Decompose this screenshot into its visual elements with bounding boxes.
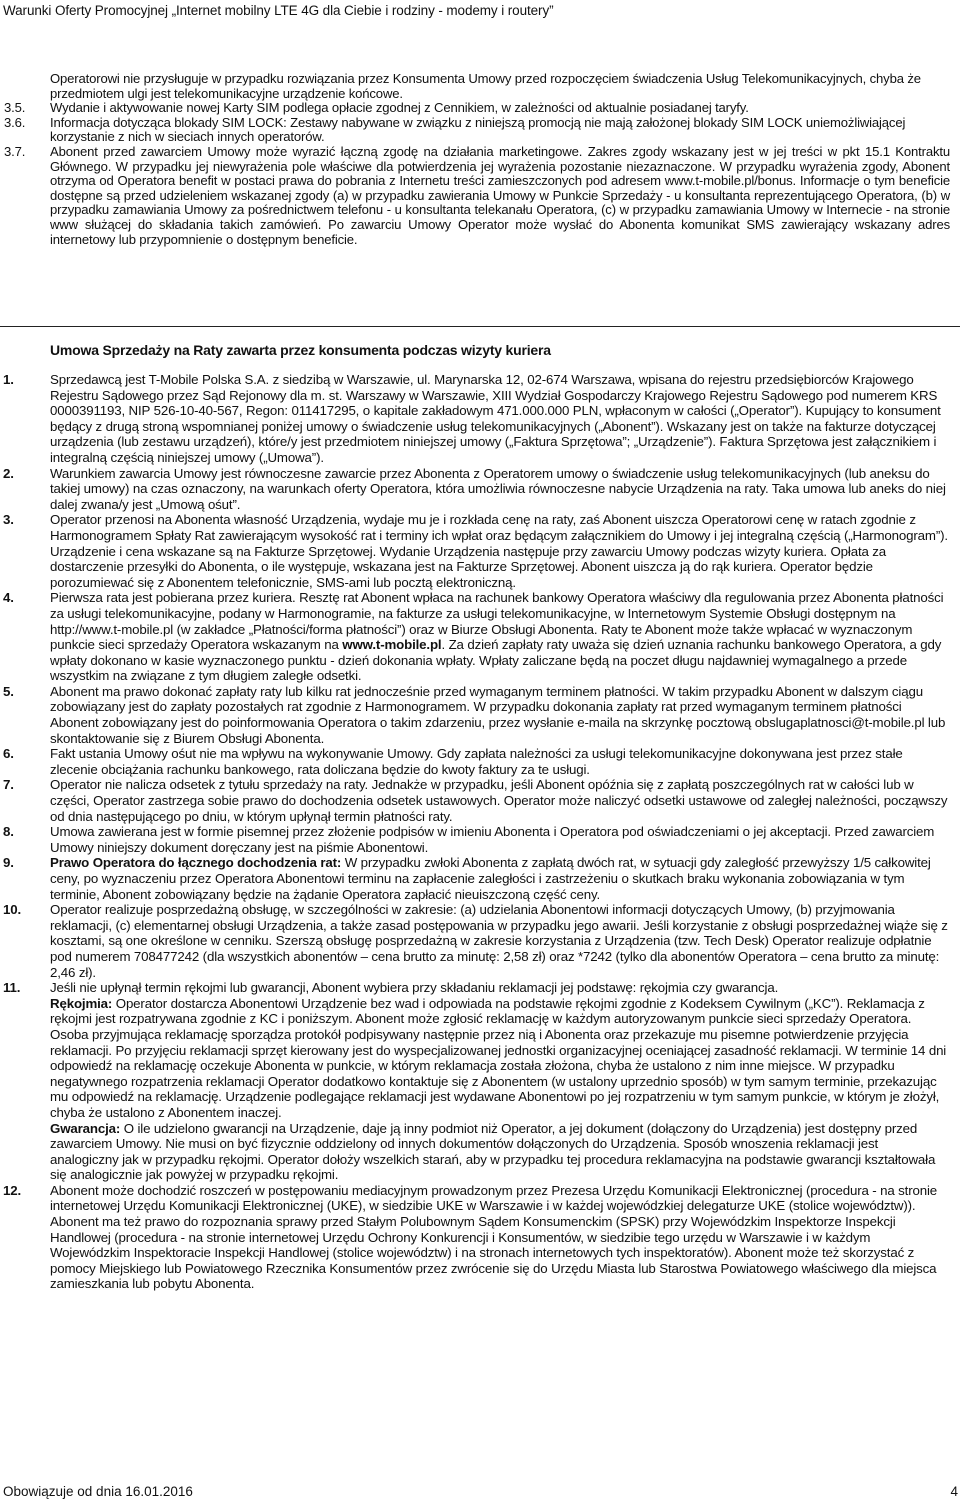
term-lead-in: Rękojmia: — [50, 995, 113, 1011]
document-footer — [3, 1483, 958, 1501]
term-number: 5. — [3, 683, 14, 699]
paragraph-3-6 — [0, 116, 960, 145]
term-item-2 — [0, 466, 960, 513]
term-number: 8. — [3, 824, 14, 840]
installment-agreement-terms — [0, 372, 960, 1292]
term-lead-in: Prawo Operatora do łącznego dochodzenia rat: — [50, 855, 342, 871]
term-text — [50, 824, 948, 855]
term-paragraph: Operator realizuje posprzedażną obsługę, w szczególności w zakresie: (a) udzielania Abonentowi informacji dotyczących Umowy, (b) przyjmowania reklamacji, (c) elementarnej obsługi Urządzenia, a także zasad postępowania w przypadku jego awarii. Jeśli korzystanie z obsługi posprzedażnej wiąże się z kosztami, są one określone w cenniku. Szerszą obsługę posprzedażną w zakresie korzystania z Urządzenia (tzw. Tech Desk) Operator realizuje odpłatnie pod numerem 708477242 (dla wszystkich abonentów – cena brutto za minutę: 2,58 zł) oraz *7242 (tylko dla abonentów Operatora – cena brutto za minutę: 2,46 zł). — [50, 902, 948, 980]
term-text — [50, 855, 948, 902]
term-paragraph: Warunkiem zawarcia Umowy jest równoczesne zawarcie przez Abonenta z Operatorem umowy o świadczenie usług telekomunikacyjnych (lub aneksu do takiej umowy) na czas oznaczony, na warunkach oferty Operatora, która umożliwia równoczesne nabycie Urządzenia na raty. Taka umowa lub aneks do niej dalej zwana/y jest „Umową ośut”. — [50, 465, 946, 512]
term-item-8 — [0, 824, 960, 855]
term-paragraph — [50, 855, 948, 902]
term-paragraph — [50, 590, 948, 684]
paragraph-text: Informacja dotycząca blokady SIM LOCK: Zestawy nabywane w związku z niniejszą promocją nie mają założonej blokady SIM LOCK uniemożliwiającej korzystanie z nich w sieciach innych operatorów. — [50, 114, 906, 145]
term-text — [50, 746, 948, 777]
term-paragraph: Jeśli nie upłynął termin rękojmi lub gwarancji, Abonent wybiera przy składaniu reklamacji jej podstawę: rękojmia czy gwarancja. — [50, 980, 779, 996]
term-item-6 — [0, 746, 960, 777]
term-text — [50, 684, 948, 746]
term-number: 6. — [3, 746, 14, 762]
effective-date: Obowiązuje od dnia 16.01.2016 — [3, 1484, 193, 1499]
term-item-11 — [0, 980, 960, 1183]
term-paragraph: Fakt ustania Umowy ośut nie ma wpływu na wykonywanie Umowy. Gdy zapłata należności za usługi telekomunikacyjne dokonywana jest przez stałe zlecenie obciążania rachunku bankowego, rata doliczana będzie do kwoty faktury za te usługi. — [50, 746, 903, 777]
term-item-1 — [0, 372, 960, 466]
horizontal-divider — [0, 326, 960, 327]
term-item-4 — [0, 590, 960, 684]
warranty-gwarancja-paragraph — [50, 1121, 948, 1183]
term-number: 4. — [3, 590, 14, 606]
term-paragraph: Abonent ma prawo dokonać zapłaty raty lub kilku rat jednocześnie przed wymaganym terminem płatności. W takim przypadku Abonent w dalszym ciągu zobowiązany jest do zapłaty pozostałych rat zgodnie z Harmonogramem. W przypadku dokonania zapłaty rat przed wymaganym terminem płatności Abonent zobowiązany jest do poinformowania Operatora o takim zdarzeniu, przez wysłanie e-maila na skrzynkę pocztową obslugaplatnosci@t-mobile.pl lub skontaktowanie się z Biurem Obsługi Abonenta. — [50, 683, 946, 746]
term-item-7 — [0, 777, 960, 824]
term-paragraph-text: O ile udzielono gwarancji na Urządzenie, daje ją inny podmiot niż Operator, a jej dokument (dołączony do Urządzenia) jest dostępny przed zawarciem Umowy. Nie musi on być fizycznie oddzielony od innych dokumentów dołączonych do Urządzenia. Sposób wnoszenia reklamacji jest analogiczny jak w przypadku rękojmi. Operator dołoży wszelkich starań, aby w przypadku tej procedura reklamacyjna na podstawie gwarancji kształtowała się analogicznie jak powyżej w przypadku rękojmi. — [50, 1120, 936, 1183]
term-number: 3. — [3, 512, 14, 528]
document-title: Warunki Oferty Promocyjnej „Internet mobilny LTE 4G dla Ciebie i rodziny - modemy i routery” — [3, 3, 554, 18]
term-number: 1. — [3, 372, 14, 387]
term-item-5 — [0, 684, 960, 746]
website-link-text: www.t-mobile.pl — [342, 637, 442, 653]
term-text — [50, 902, 948, 980]
paragraph-3-7 — [0, 145, 960, 247]
term-number: 2. — [3, 465, 14, 481]
term-item-3 — [0, 512, 960, 590]
paragraph-text: Operatorowi nie przysługuje w przypadku rozwiązania przez Konsumenta Umowy przed rozpoczęciem świadczenia Usług Telekomunikacyjnych, chyba że przedmiotem ulgi jest telekomunikacyjne urządzenie końcowe. — [50, 71, 921, 101]
term-lead-in: Gwarancja: — [50, 1120, 121, 1136]
paragraph-number: 3.5. — [4, 100, 26, 116]
paragraph-number: 3.6. — [4, 114, 26, 130]
term-item-12 — [0, 1183, 960, 1292]
term-paragraph-text: Operator dostarcza Abonentowi Urządzenie bez wad i odpowiada na podstawie rękojmi zgodnie z Kodeksem Cywilnym („KC”). Reklamacja z rękojmi jest rozpatrywana zgodnie z KC i poniższym. Abonent może zgłosić reklamację w każdym autoryzowanym punkcie sieci sprzedaży Operatora. Osoba przyjmująca reklamację sporządza protokół podpisywany następnie przez nią i Abonenta oraz przekazuje mu pisemne potwierdzenie przyjęcia reklamacji. Po przyjęciu reklamacji sprzęt kierowany jest do wyspecjalizowanej jednostki organizacyjnej oceniającej zasadność reklamacji. W terminie 14 dni odpowiedź na reklamację oczekuje Abonenta w punkcie, w którym reklamacja została złożona, chyba że ustalono z nim inne miejsce. W przypadku negatywnego rozpatrzenia reklamacji Operator dodatkowo kontaktuje się z Abonentem (w ustalony uprzednio sposób) w tym samym terminie, przekazując mu odpowiedź na reklamację. Urządzenie podlegające reklamacji jest wydawane Abonentowi po jej rozpatrzeniu w tym samym punkcie, w którym je złożył, chyba że ustalono z Abonentem inaczej. — [50, 995, 947, 1120]
paragraph-text: Wydanie i aktywowanie nowej Karty SIM podlega opłacie zgodnej z Cennikiem, w zależności od aktualnie posiadanej taryfy. — [50, 100, 749, 116]
paragraph-text: Abonent przed zawarciem Umowy może wyrazić łączną zgodę na działania marketingowe. Zakres zgody wskazany jest w jej treści w pkt 15.1 Kontraktu Głównego. W przypadku jej niewyrażenia pole właściwe dla potwierdzenia jej wyrażenia pozostanie niezaznaczone. W przypadku wyrażenia zgody, Abonent otrzyma od Operatora benefit w postaci prawa do pobrania z Internetu treści zamieszczonych pod adresem www.t-mobile.pl/bonus. Informacje o tym beneficie dostępne są przed udzieleniem wskazanej zgody (a) w przypadku zawierania Umowy w Punkcie Sprzedaży - u konsultanta reprezentującego Operatora, (b) w przypadku zamawiania Umowy za pośrednictwem telefonu - u konsultanta telekanału Operatora, (c) w przypadku zamawiania Umowy w Internecie - na stronie www służącej do składania takich zamówień. Po zawarciu Umowy Operator może wysłać do Abonenta komunikat SMS zawierający wskazany adres internetowy lub przypomnienie o dostępnym beneficie. — [50, 143, 950, 247]
term-text — [50, 466, 948, 513]
term-number: 11. — [3, 980, 21, 996]
term-text — [50, 777, 948, 824]
term-paragraph-text: W przypadku zwłoki Abonenta z zapłatą dwóch rat, w sytuacji gdy zaległość przewyższy 1/5 całkowitej ceny, po wyznaczeniu przez Operatora Abonentowi terminu na zapłacenie zaległości i zastrzeżeniu o skutkach braku wykonania zobowiązania w tym terminie, Abonent zobowiązany będzie na żądanie Operatora zapłacić nieuiszczoną część ceny. — [50, 855, 931, 902]
warranty-rekojmia-paragraph — [50, 996, 948, 1121]
term-number: 10. — [3, 902, 22, 918]
page-number: 4 — [950, 1484, 958, 1499]
term-text — [50, 590, 948, 684]
term-paragraph-text-after: . Za dzień zapłaty raty uważa się dzień uznania rachunku bankowego Operatora, a gdy wpłaty dokonano w kasie wyznaczonego punktu - dzień dokonania wpłaty. Wpłaty zaliczane będą na poczet długu najdawniej wymagalnego a przede wszystkim na związane z tym długiem zaległe odsetki. — [50, 637, 942, 684]
term-text — [50, 980, 948, 1183]
term-paragraph: Operator przenosi na Abonenta własność Urządzenia, wydaje mu je i rozkłada cenę na raty, zaś Abonent uiszcza Operatorowi cenę w ratach zgodnie z Harmonogramem Spłaty Rat zawierającym wysokość rat i terminy ich wpłat oraz będącym załącznikiem do Umowy i jej integralną częścią („Harmonogram”). Urządzenie i cena wskazane są na Fakturze Sprzętowej. Wydanie Urządzenia następuje przy zawarciu Umowy podczas wizyty kuriera. Opłata za dostarczenie przesyłki do Abonenta, o ile występuje, wskazana jest na Fakturze Sprzętowej. Abonent uiszcza ją do rąk kuriera. Operator będzie porozumiewać się z Abonentem telefonicznie, SMS-ami lub pocztą elektroniczną. — [50, 512, 948, 590]
section-heading: Umowa Sprzedaży na Raty zawarta przez konsumenta podczas wizyty kuriera — [50, 342, 551, 358]
term-paragraph: Operator nie nalicza odsetek z tytułu sprzedaży na raty. Jednakże w przypadku, jeśli Abonent opóźnia się z zapłatą poszczególnych rat w całości lub w części, Operator zastrzega sobie prawo do dochodzenia odsetek ustawowych. Operator może naliczyć odsetki ustawowe od zaległej należności, począwszy od dnia następującego po dniu, w którym upłynął termin płatności raty. — [50, 777, 948, 824]
term-item-9 — [0, 855, 960, 902]
paragraph-3-4-continuation — [0, 72, 960, 101]
term-item-10 — [0, 902, 960, 980]
term-number: 12. — [3, 1182, 22, 1198]
term-paragraph-text: Pierwsza rata jest pobierana przez kuriera. Resztę rat Abonent wpłaca na rachunek bankowy Operatora właściwy dla regulowania przez Abonenta płatności za usługi telekomunikacyjne, podany w Harmonogramie, na fakturze za usługi telekomunikacyjne, w Internetowym Systemie Obsługi dostępnym na http://www.t-mobile.pl (w zakładce „Płatności/forma płatności”) oraz w Biurze Obsługi Abonenta. Raty te Abonent może także wpłacać w wyznaczonym punkcie sieci sprzedaży Operatora wskazanym na — [50, 590, 944, 653]
term-paragraph: Sprzedawcą jest T-Mobile Polska S.A. z siedzibą w Warszawie, ul. Marynarska 12, 02-674 Warszawa, wpisana do rejestru przedsiębiorców Krajowego Rejestru Sądowego przez Sąd Rejonowy dla m. st. Warszawy w Warszawie, XIII Wydział Gospodarczy Krajowego Rejestru Sądowego pod numerem KRS 0000391193, NIP 526-10-40-567, Regon: 011417295, o kapitale zakładowym 471.000.000 PLN, wpłaconym w całości („Operator”). Kupujący to konsument będący z drugą stroną wspomnianej poniżej umowy o świadczenie usług telekomunikacyjnych („Abonent”). Wskazany jest on także na fakturze dotyczącej urządzenia (lub zestawu urządzeń), które/y jest przedmiotem niniejszej umowy („Faktura Sprzętowa”; „Urządzenie”). Faktura Sprzętowa jest załącznikiem i integralną częścią niniejszej umowy („Umowa”). — [50, 372, 941, 465]
term-paragraph: Umowa zawierana jest w formie pisemnej przez złożenie podpisów w imieniu Abonenta i Operatora pod oświadczeniami o jej akceptacji. Przed zawarciem Umowy niniejszy dokument doręczany jest na piśmie Abonentowi. — [50, 824, 935, 855]
term-number: 9. — [3, 855, 14, 871]
term-paragraph: Abonent może dochodzić roszczeń w postępowaniu mediacyjnym prowadzonym przez Prezesa Urzędu Komunikacji Elektronicznej (procedura - na stronie internetowej Urzędu Komunikacji Elektronicznej (UKE), w siedzibie UKE w Warszawie i w każdej wojewódzkiej delegaturze UKE (stolice województw)). Abonent ma też prawo do rozpoznania sprawy przed Stałym Polubownym Sądem Konsumenckim (SPSK) przy Wojewódzkim Inspektorze Inspekcji Handlowej (procedura - na stronie internetowej Urzędu Ochrony Konkurencji i Konsumentów, w siedzibie tego urzędu w Warszawie i w każdym Wojewódzkim Inspektoracie Inspekcji Handlowej (stolice województw) i na stronach internetowych tych inspektoratów). Abonent może też skorzystać z pomocy Miejskiego lub Powiatowego Rzecznika Konsumentów przez zwrócenie się do Urzędu Miasta lub Starostwa Powiatowego właściwego dla miejsca zamieszkania lub pobytu Abonenta. — [50, 1182, 938, 1292]
term-text — [50, 372, 948, 466]
document-header — [3, 2, 953, 20]
term-text — [50, 512, 948, 590]
paragraph-3-5 — [0, 101, 960, 116]
paragraph-number: 3.7. — [4, 143, 26, 159]
term-number: 7. — [3, 777, 14, 793]
term-text — [50, 1183, 948, 1292]
section-3-continued — [0, 72, 960, 247]
